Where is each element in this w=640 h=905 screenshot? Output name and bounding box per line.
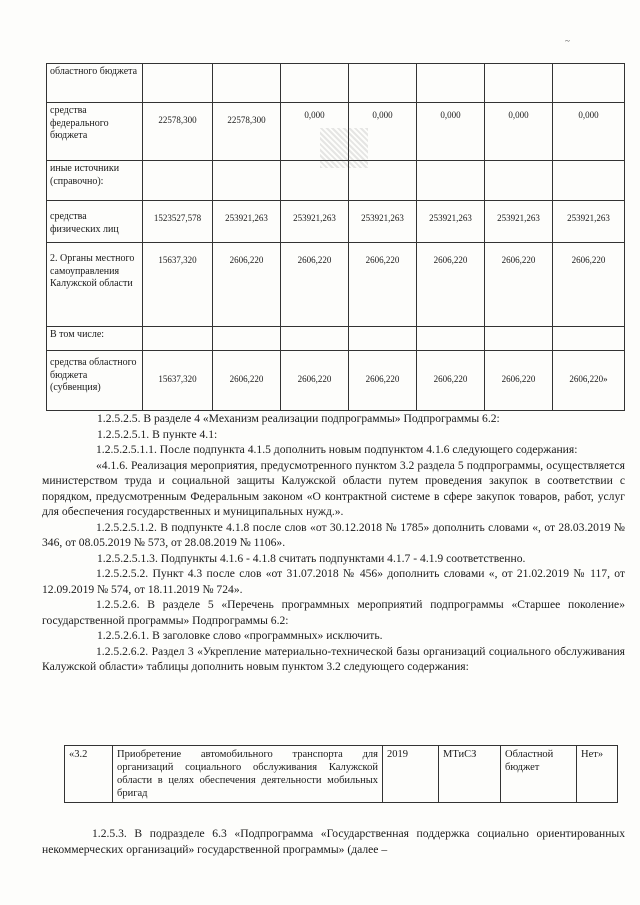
table-row: [47, 351, 625, 411]
cell-year: [349, 161, 417, 201]
measure-amount: Нет»: [577, 746, 618, 803]
cell-total: 1523527,578: [143, 201, 213, 243]
measure-name: Приобретение автомобильного транспорта для организаций социального обслуживания Калужской области в целях обеспечения деятельности мобильных бригад: [113, 746, 383, 803]
table-row: [47, 243, 625, 327]
row-label: В том числе:: [47, 327, 143, 351]
measure-year: 2019: [383, 746, 439, 803]
cell-year: [485, 64, 553, 103]
cell-year: 253921,263: [281, 201, 349, 243]
measure-number: «3.2: [65, 746, 113, 803]
cell-year: 2606,220: [485, 351, 553, 411]
cell-year: 2606,220: [553, 243, 625, 327]
cell-total: [143, 64, 213, 103]
cell-year: [485, 161, 553, 201]
cell-total: 22578,300: [143, 103, 213, 161]
cell-year: [349, 64, 417, 103]
row-label: 2. Органы местного самоуправления Калужской области: [47, 243, 143, 327]
cell-year: [417, 161, 485, 201]
cell-year: [553, 64, 625, 103]
table-row: [47, 201, 625, 243]
cell-year: 2606,220»: [553, 351, 625, 411]
cell-year: 2606,220: [349, 351, 417, 411]
cell-year: 0,000: [485, 103, 553, 161]
cell-year: 2606,220: [485, 243, 553, 327]
cell-year: [213, 161, 281, 201]
paragraph: 1.2.5.2.6.2. Раздел 3 «Укрепление материально-технической базы организаций социального обслуживания Калужской области» таблицы дополнить новым пунктом 3.2 следующего содержания:: [42, 644, 625, 673]
paragraph: «4.1.6. Реализация мероприятия, предусмотренного пунктом 3.2 раздела 5 подпрограммы, осуществляется министерством труда и социальной защиты Калужской области путем проведения закупок в соответствии с порядком, предусмотренным Федеральным законом «О контрактной системе в сфере закупок товаров, работ, услуг для обеспечения государственных и муниципальных нужд.».: [42, 458, 625, 518]
cell-year: [281, 64, 349, 103]
cell-year: [417, 327, 485, 351]
paragraph: 1.2.5.2.6. В разделе 5 «Перечень программных мероприятий подпрограммы «Старшее поколение» государственной программы» Подпрограммы 6.2:: [42, 598, 625, 627]
cell-year: [553, 327, 625, 351]
cell-year: 0,000: [553, 103, 625, 161]
cell-year: [485, 327, 553, 351]
table-row: [47, 64, 625, 103]
cell-year: [553, 161, 625, 201]
cell-year: [213, 64, 281, 103]
cell-year: 0,000: [281, 103, 349, 161]
cell-year: 0,000: [349, 103, 417, 161]
cell-total: 15637,320: [143, 243, 213, 327]
cell-year: 253921,263: [485, 201, 553, 243]
paragraph: 1.2.5.2.5.1.3. Подпункты 4.1.6 - 4.1.8 считать подпунктами 4.1.7 - 4.1.9 соответственно.: [97, 551, 526, 565]
paragraph: 1.2.5.2.6.1. В заголовке слово «программных» исключить.: [97, 629, 383, 642]
measure-executor: МТиСЗ: [439, 746, 501, 803]
cell-year: 2606,220: [349, 243, 417, 327]
row-label: средства областного бюджета (субвенция): [47, 351, 143, 411]
cell-year: 253921,263: [213, 201, 281, 243]
cell-year: [213, 327, 281, 351]
amendment-text: [42, 411, 625, 675]
paragraph: 1.2.5.2.5.2. Пункт 4.3 после слов «от 31.07.2018 № 456» дополнить словами «, от 21.02.2019 № 117, от 12.09.2019 № 574, от 18.11.2019 № 724».: [42, 567, 625, 596]
cell-total: [143, 161, 213, 201]
paragraph: 1.2.5.2.5.1.2. В подпункте 4.1.8 после слов «от 30.12.2018 № 1785» дополнить словами «, от 28.03.2019 № 346, от 08.05.2019 № 573, от 28.08.2019 № 1106».: [42, 520, 625, 549]
paragraph: 1.2.5.2.5. В разделе 4 «Механизм реализации подпрограммы» Подпрограммы 6.2:: [97, 412, 500, 425]
cell-year: 22578,300: [213, 103, 281, 161]
cell-year: 2606,220: [417, 351, 485, 411]
tail-paragraph: 1.2.5.3. В подразделе 6.3 «Подпрограмма «Государственная поддержка социально ориентированных некоммерческих организаций» государственной программы» (далее –: [42, 827, 625, 856]
cell-year: 253921,263: [417, 201, 485, 243]
cell-year: [281, 161, 349, 201]
cell-year: 2606,220: [281, 243, 349, 327]
table-row: [47, 161, 625, 201]
cell-year: 2606,220: [213, 243, 281, 327]
cell-year: 253921,263: [349, 201, 417, 243]
row-label: областного бюджета: [47, 64, 143, 103]
cell-year: 2606,220: [213, 351, 281, 411]
table-row: [47, 327, 625, 351]
page-corner-mark: ~: [565, 36, 570, 46]
table-row: [47, 103, 625, 161]
cell-total: 15637,320: [143, 351, 213, 411]
cell-year: 2606,220: [281, 351, 349, 411]
cell-year: 2606,220: [417, 243, 485, 327]
measure-source: Областной бюджет: [501, 746, 577, 803]
row-label: средства физических лиц: [47, 201, 143, 243]
table-row: [65, 746, 618, 803]
row-label: иные источники (справочно):: [47, 161, 143, 201]
row-label: средства федерального бюджета: [47, 103, 143, 161]
cell-year: [349, 327, 417, 351]
cell-year: [281, 327, 349, 351]
cell-year: [417, 64, 485, 103]
finance-table: [46, 63, 625, 411]
cell-year: 253921,263: [553, 201, 625, 243]
paragraph: 1.2.5.2.5.1. В пункте 4.1:: [97, 427, 218, 441]
paragraph: 1.2.5.2.5.1.1. После подпункта 4.1.5 дополнить новым подпунктом 4.1.6 следующего содержания:: [96, 443, 578, 456]
cell-total: [143, 327, 213, 351]
measure-table: [64, 745, 618, 803]
cell-year: 0,000: [417, 103, 485, 161]
